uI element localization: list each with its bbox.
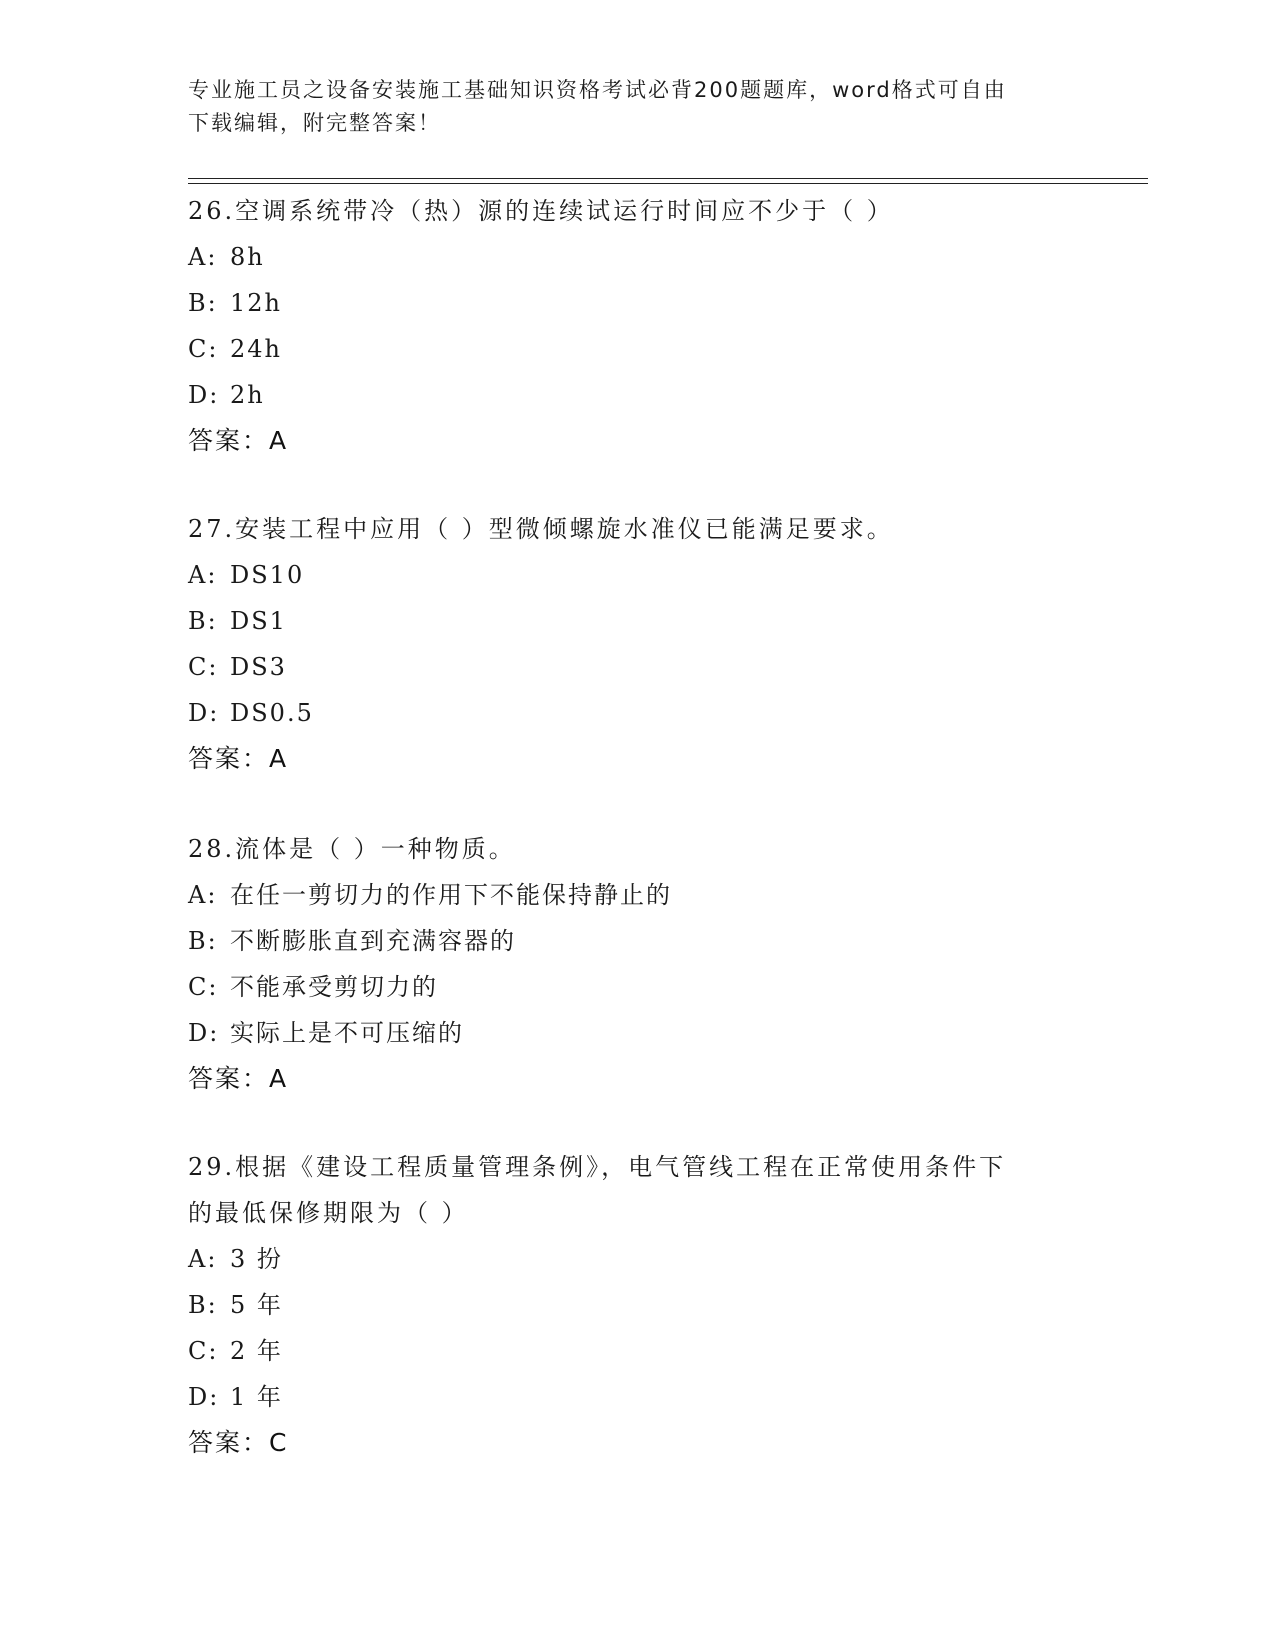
option-text: 3 扮 (230, 1245, 283, 1273)
option-text: 不断膨胀直到充满容器的 (230, 927, 516, 955)
option-key: B: (188, 607, 218, 635)
option-d (188, 1010, 1068, 1056)
option-b (188, 598, 1068, 644)
header-line-1: 专业施工员之设备安装施工基础知识资格考试必背200题题库，word格式可自由 (188, 78, 1007, 102)
option-text: 不能承受剪切力的 (230, 973, 438, 1001)
question-title: 26.空调系统带冷（热）源的连续试运行时间应不少于（ ） (188, 197, 894, 225)
answer-line: 答案：A (188, 744, 289, 773)
option-key: B: (188, 927, 218, 955)
option-text: DS10 (230, 561, 305, 589)
option-d (188, 690, 1068, 736)
document-header (188, 74, 1088, 140)
option-text: 实际上是不可压缩的 (230, 1019, 464, 1047)
option-a (188, 552, 1068, 598)
question-28 (188, 826, 1068, 1102)
option-d (188, 372, 1068, 418)
option-b (188, 1282, 1068, 1328)
option-text: 12h (230, 289, 282, 317)
option-key: C: (188, 973, 219, 1001)
option-b (188, 280, 1068, 326)
option-text: DS1 (230, 607, 287, 635)
option-key: C: (188, 335, 219, 363)
option-text: 2h (230, 381, 265, 409)
option-key: D: (188, 1019, 220, 1047)
question-26 (188, 188, 1068, 464)
option-key: C: (188, 1337, 219, 1365)
option-key: B: (188, 289, 218, 317)
option-a (188, 872, 1068, 918)
question-title-line-2: 的最低保修期限为（ ） (188, 1199, 469, 1227)
option-key: D: (188, 699, 220, 727)
option-a (188, 234, 1068, 280)
answer-line: 答案：A (188, 1064, 289, 1093)
option-text: DS0.5 (230, 699, 314, 727)
question-title: 28.流体是（ ）一种物质。 (188, 835, 516, 863)
answer-line: 答案：A (188, 426, 289, 455)
option-c (188, 1328, 1068, 1374)
option-text: 8h (230, 243, 265, 271)
option-text: 1 年 (230, 1383, 283, 1411)
question-29 (188, 1144, 1068, 1466)
option-key: B: (188, 1291, 218, 1319)
option-text: 在任一剪切力的作用下不能保持静止的 (230, 881, 672, 909)
header-line-2: 下载编辑，附完整答案！ (188, 111, 441, 135)
option-c (188, 964, 1068, 1010)
option-c (188, 326, 1068, 372)
option-d (188, 1374, 1068, 1420)
option-key: A: (188, 561, 218, 589)
option-key: D: (188, 381, 220, 409)
question-title-line-1: 29.根据《建设工程质量管理条例》，电气管线工程在正常使用条件下 (188, 1153, 1007, 1181)
question-title: 27.安装工程中应用（ ）型微倾螺旋水准仪已能满足要求。 (188, 515, 894, 543)
option-text: 5 年 (230, 1291, 283, 1319)
option-a (188, 1236, 1068, 1282)
option-text: 24h (230, 335, 282, 363)
option-key: A: (188, 881, 218, 909)
option-key: A: (188, 243, 218, 271)
option-text: DS3 (230, 653, 287, 681)
option-key: C: (188, 653, 219, 681)
question-27 (188, 506, 1068, 782)
option-c (188, 644, 1068, 690)
answer-line: 答案：C (188, 1428, 289, 1457)
option-text: 2 年 (230, 1337, 283, 1365)
header-divider-bottom (188, 183, 1148, 184)
option-key: D: (188, 1383, 220, 1411)
option-key: A: (188, 1245, 218, 1273)
option-b (188, 918, 1068, 964)
header-divider-top (188, 178, 1148, 179)
